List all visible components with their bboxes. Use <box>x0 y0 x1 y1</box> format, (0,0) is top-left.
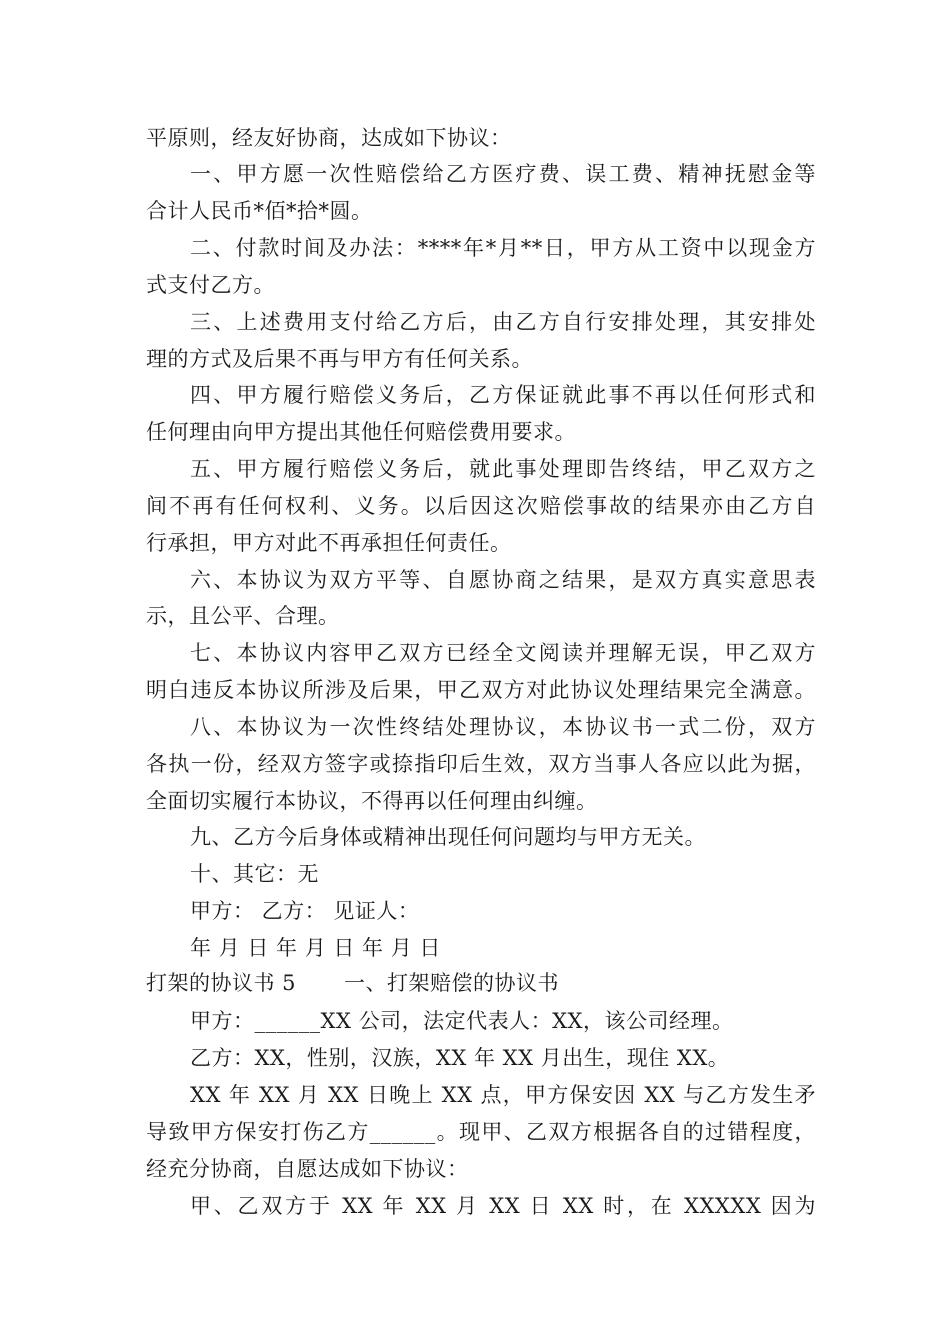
text-line: 示，且公平、合理。 <box>146 604 340 628</box>
section-heading <box>146 969 816 997</box>
text-line: 八、本协议为一次性终结处理协议，本协议书一式二份，双方 <box>190 715 816 739</box>
section-heading-right: 一、打架赔偿的协议书 <box>344 971 560 995</box>
text-line: 甲、乙双方于 XX 年 XX 月 XX 日 XX 时，在 XXXXX 因为 <box>190 1194 816 1218</box>
text-line: 间不再有任何权利、义务。以后因这次赔偿事故的结果亦由乙方自 <box>146 494 816 518</box>
text-line: 乙方：XX，性别，汉族，XX 年 XX 月出生，现住 XX。 <box>190 1046 730 1070</box>
text-line: 平原则，经友好协商，达成如下协议： <box>146 126 512 150</box>
text-line: 一、甲方愿一次性赔偿给乙方医疗费、误工费、精神抚慰金等 <box>190 162 816 186</box>
text-line: 二、付款时间及办法：****年*月**日，甲方从工资中以现金方 <box>190 236 816 260</box>
section-heading-left: 打架的协议书 5 <box>146 971 297 995</box>
text-line: 理的方式及后果不再与甲方有任何关系。 <box>146 347 533 371</box>
text-line: 三、上述费用支付给乙方后，由乙方自行安排处理，其安排处 <box>190 310 816 334</box>
text-line: 经充分协商，自愿达成如下协议： <box>146 1157 469 1181</box>
text-line: 行承担，甲方对此不再承担任何责任。 <box>146 531 512 555</box>
text-line: 甲方：______XX 公司，法定代表人：XX，该公司经理。 <box>190 1009 734 1033</box>
text-line: 各执一份，经双方签字或捺指印后生效，双方当事人各应以此为据， <box>146 752 816 776</box>
text-line: 合计人民币*佰*拾*圆。 <box>146 199 373 223</box>
text-line: 明白违反本协议所涉及后果，甲乙双方对此协议处理结果完全满意。 <box>146 678 816 702</box>
text-line: 七、本协议内容甲乙双方已经全文阅读并理解无误，甲乙双方 <box>190 641 816 665</box>
text-line: 九、乙方今后身体或精神出现任何问题均与甲方无关。 <box>190 825 706 849</box>
text-line: 五、甲方履行赔偿义务后，就此事处理即告终结，甲乙双方之 <box>190 457 816 481</box>
text-line: 任何理由向甲方提出其他任何赔偿费用要求。 <box>146 420 576 444</box>
text-line: 十、其它：无 <box>190 862 319 886</box>
date-placeholders: 年 月 日 年 月 日 年 月 日 <box>190 936 441 960</box>
text-line: 四、甲方履行赔偿义务后，乙方保证就此事不再以任何形式和 <box>190 383 816 407</box>
signature-labels: 甲方： 乙方： 见证人： <box>190 899 420 923</box>
text-line: 全面切实履行本协议，不得再以任何理由纠缠。 <box>146 789 598 813</box>
text-line: 导致甲方保安打伤乙方______。现甲、乙双方根据各自的过错程度， <box>146 1120 816 1144</box>
text-line: 式支付乙方。 <box>146 273 275 297</box>
text-line: XX 年 XX 月 XX 日晚上 XX 点，甲方保安因 XX 与乙方发生矛 <box>190 1083 816 1107</box>
text-line: 六、本协议为双方平等、自愿协商之结果，是双方真实意思表 <box>190 568 816 592</box>
